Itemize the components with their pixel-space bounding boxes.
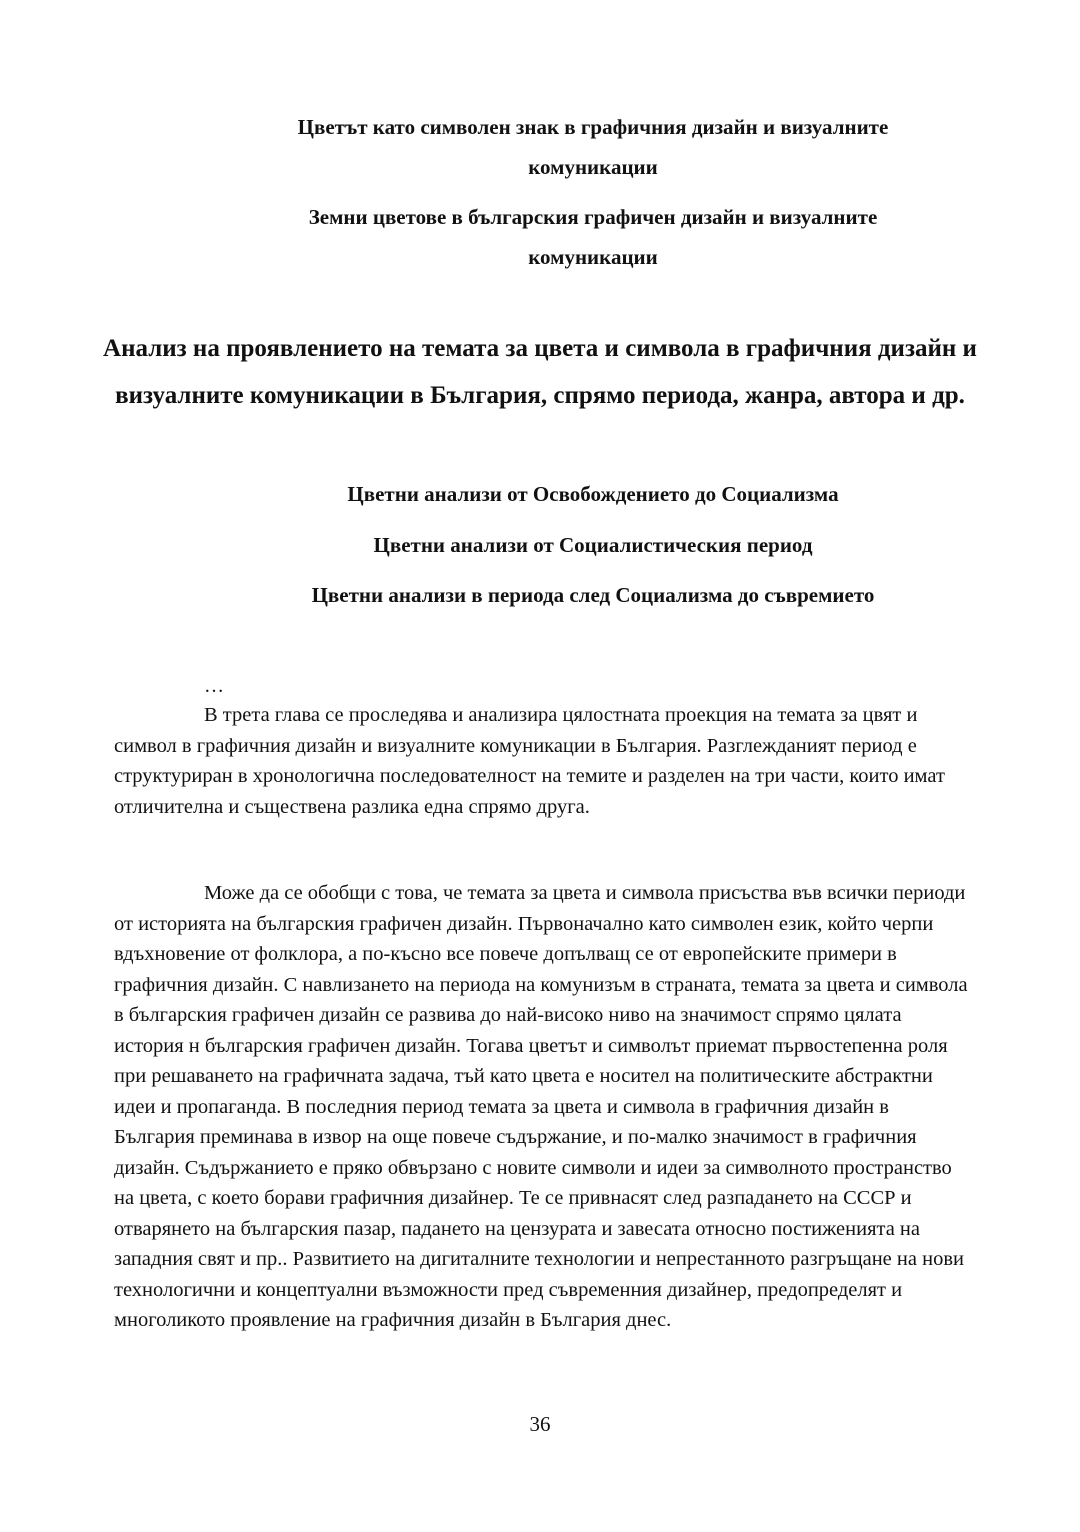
subsection-heading-socialist: Цветни анализи от Социалистическия период (373, 533, 813, 557)
paragraph-summary: Може да се обобщи с това, че темата за цвета и символа присъства във всички периоди от историята на българския графичен дизайн. Първоначално като символен език, който черпи вдъхновение от фолклора, а по-късно все повече допълващ се от европейските примери в графичния дизайн. С навлизането на периода на комунизъм в страната, темата за цвета и символа в българския графичен дизайн се развива до най-високо ниво на значимост спрямо цялата история н българския графичен дизайн. Тогава цветът и символът приемат първостепенна роля при решаването на графичната задача, тъй като цвета е носител на политическите абстрактни идеи и пропаганда. В последния период темата за цвета и символа в графичния дизайн в България преминава в извор на още повече съдържание, и по-малко значимост в графичния дизайн. Съдържанието е пряко обвързано с новите символи и идеи за символното пространство на цвета, с което борави графичния дизайнер. Те се привнасят след разпадането на СССР и отварянето на българския пазар, падането на цензурата и завесата относно постиженията на западния свят и пр.. Развитието на дигиталните технологии и непрестанното разгръщане на нови технологични и концептуални възможности пред съвременния дизайнер, предопределят и многоликото проявление на графичния дизайн в България днес. (114, 882, 968, 1331)
subsection-heading-post-socialist: Цветни анализи в периода след Социализма до съвремието (311, 583, 875, 607)
section-heading-color-symbol: Цветът като символен знак в графичния дизайн и визуалните комуникации (297, 115, 889, 179)
paragraph-intro: В трета глава се проследява и анализира цялостната проекция на темата за цвят и символ в графичния дизайн и визуалните комуникации в България. Разглежданият период е структуриран в хронологична последователност на темите и разделен на три части, които имат отличителна и съществена разлика една спрямо друга. (114, 704, 945, 818)
ellipsis-marker: … (204, 675, 224, 697)
subsection-heading-liberation: Цветни анализи от Освобождението до Социализма (347, 482, 839, 506)
chapter-title: Анализ на проявлението на темата за цвета и символа в графичния дизайн и визуалните комуникации в България, спрямо периода, жанра, автора и др. (103, 335, 977, 409)
page-number: 36 (529, 1412, 551, 1436)
section-heading-earth-colors: Земни цветове в българския графичен дизайн и визуалните комуникации (308, 205, 878, 269)
